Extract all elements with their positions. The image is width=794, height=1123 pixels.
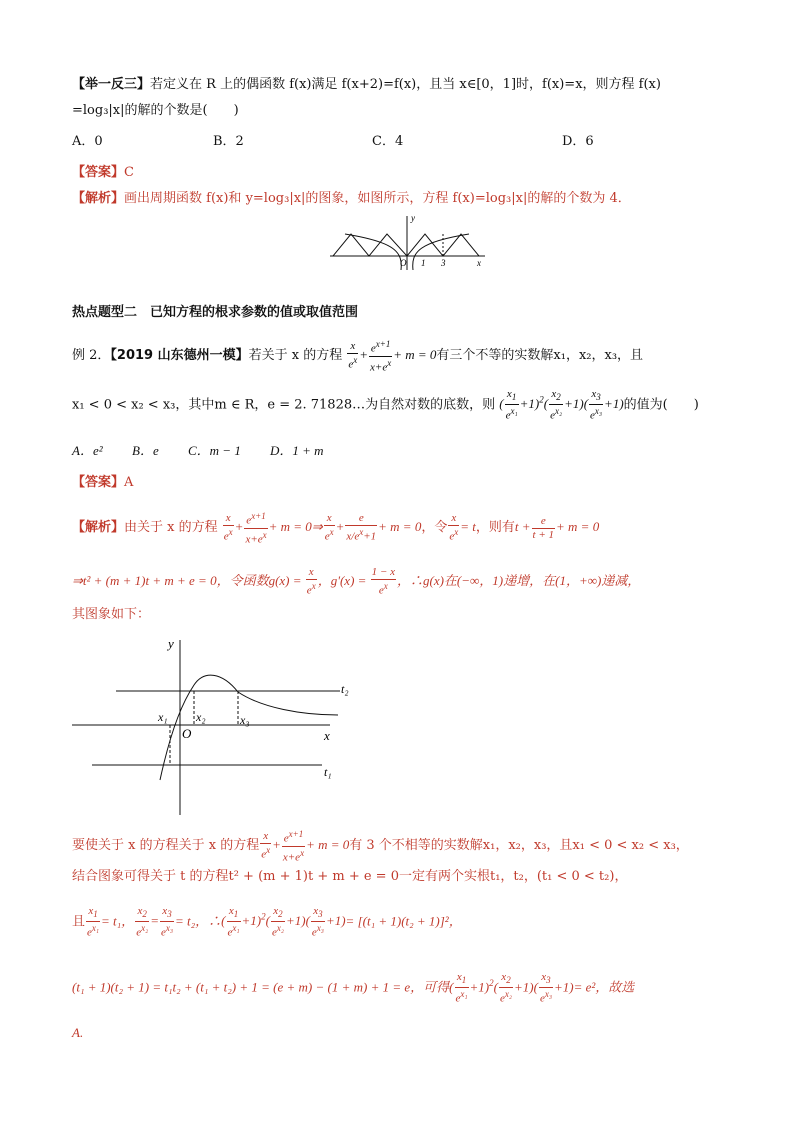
ex2-line2	[72, 385, 732, 423]
ex2-b3a: 且	[72, 914, 86, 930]
q3-origin-label: O	[400, 258, 407, 268]
ex2-answer	[72, 472, 732, 494]
ex2-y-label: y	[168, 636, 174, 651]
q3-answer-value: C	[124, 165, 134, 180]
ex2-b4-line: (t₁ + 1)(t₂ + 1) = t₁t₂ + (t₁ + t₂) + 1 = (e + m) − (1 + m) + 1 = e，可得( $\frac{x_1}{e^{x_1}}$ +1)$^2$( $\frac{x_2}{e^{x_2}}$ +1)( $\frac{x_3}{e^{x_3}}$ +1)= e²，故选	[72, 970, 635, 1005]
ex2-option-c: C．m − 1	[188, 443, 241, 458]
ex2-origin-label: O	[182, 726, 192, 741]
section-title: 热点题型二 已知方程的根求参数的值或取值范围	[72, 305, 359, 320]
ex2-x2-label: x₂	[196, 710, 206, 724]
q3-line2	[72, 100, 732, 122]
ex2-b4b: = e²，故选	[573, 979, 635, 995]
ex2-expression: ( $\frac{x_1}{e^{x_1}}$ +1)$^2$( $\frac{x_2}{e^{x_2}}$ +1)( $\frac{x_3}{e^{x_3}}$ +1)	[499, 387, 624, 422]
ex2-a1-eq: $\frac{x}{e^x}$ + $\frac{e^{x+1}}{x+e^x}$ + m = 0⇒ $\frac{x}{e^x}$ + $\frac{e}{x/e^x+1}$ + m = 0	[223, 511, 422, 546]
ex2-graph	[72, 630, 372, 820]
ex2-t2-label: t₂	[341, 682, 349, 696]
ex2-a2: ⇒t² + (m + 1)t + m + e = 0，令函数g(x) =	[72, 573, 305, 588]
ex2-b3b: = t₁，	[101, 913, 135, 929]
q3-tick-3: 3	[441, 258, 446, 268]
q3-periodic-graph	[325, 212, 495, 272]
q3-tick-1: 1	[421, 258, 426, 268]
ex2-stem1b: 有三个不等的实数解x₁，x₂，x₃，且	[436, 348, 644, 364]
q3-option-d: D．6	[562, 134, 594, 149]
ex2-b4: (t₁ + 1)(t₂ + 1) = t₁t₂ + (t₁ + t₂) + 1 = (e + m) − (1 + m) + 1 = e，可得	[72, 979, 450, 995]
ex2-x3-label: x₃	[240, 713, 250, 727]
q3-analysis	[72, 188, 732, 210]
ex2-equation: $\frac{x}{e^x}$ + $\frac{e^{x+1}}{x+e^x}$ + m = 0	[348, 339, 437, 374]
ex2-analysis-line1	[72, 510, 732, 546]
ex2-stem2: x₁ < 0 < x₂ < x₃，其中m ∈ R，e = 2. 71828…为自然对数的底数，则	[72, 397, 496, 413]
ex2-a1-sub: $\frac{x}{e^x}$ = t	[449, 512, 476, 543]
ex2-stem2b: 的值为( )	[623, 397, 699, 413]
ex2-x1-label: x₁	[158, 710, 168, 724]
ex2-a2b: ，g'(x) =	[317, 573, 370, 588]
q3-log-curve-left	[345, 234, 401, 270]
ex2-answer-value: A	[124, 475, 134, 490]
ex2-analysis-tag: 【解析】	[72, 520, 125, 536]
q3-stem-line2: =log₃|x|的解的个数是( )	[72, 103, 239, 118]
ex2-answer-tag: 【答案】	[72, 475, 125, 490]
ex2-b1: 要使关于 x 的方程关于 x 的方程	[72, 838, 260, 854]
q3-stem-line1: 若定义在 R 上的偶函数 f(x)满足 f(x+2)=f(x)，且当 x∈[0，1]时，f(x)=x，则方程 f(x)	[150, 77, 661, 92]
ex2-t1-label: t₁	[324, 765, 332, 779]
q3-analysis-text: 画出周期函数 f(x)和 y=log₃|x|的图象，如图所示，方程 f(x)=log₃|x|的解的个数为 4．	[124, 191, 631, 206]
ex2-a1-teq: t + $\frac{e}{t + 1}$ + m = 0	[514, 514, 600, 541]
q3-periodic-curve	[333, 234, 479, 256]
q3-answer-tag: 【答案】	[72, 165, 125, 180]
q3-y-label: y	[411, 213, 415, 223]
ex2-a2c: ，∴g(x)在(−∞，1)递增，在(1，+∞)递减，	[396, 573, 641, 588]
ex2-a1: 由关于 x 的方程	[124, 520, 218, 536]
ex2-prefix: 例 2．	[72, 348, 111, 364]
ex2-b3-line: 且 $\frac{x_1}{e^{x_1}}$ = t₁， $\frac{x_2}{e^{x_2}}$ = $\frac{x_3}{e^{x_3}}$ = t₂，∴( $\frac{x_1}{e^{x_1}}$ +1)$^2$( $\frac{x_2}{e^{x_2}}$ +1)( $\frac{x_3}{e^{x_3}}$ +1)= [(t₁ + 1)(t₂ + 1)]²，	[72, 904, 462, 939]
ex2-b3d: = [(t₁ + 1)(t₂ + 1)]²，	[345, 913, 462, 929]
ex2-x-label: x	[324, 728, 330, 743]
ex2-source: 【2019 山东德州一模】	[110, 348, 249, 364]
q3-x-label: x	[477, 258, 481, 268]
q3-line1	[72, 74, 732, 96]
q3-answer	[72, 162, 732, 184]
q3-option-c: C．4	[372, 134, 404, 149]
ex2-a1b: ，令	[421, 520, 448, 536]
ex2-b3c: = t₂，∴	[175, 913, 222, 929]
q3-option-a: A．0	[72, 134, 103, 149]
ex2-b1b: 有 3 个不相等的实数解x₁，x₂，x₃，且x₁ < 0 < x₂ < x₃，	[349, 838, 689, 854]
ex2-option-d: D．1 + m	[270, 443, 324, 458]
ex2-option-b: B．e	[132, 443, 159, 458]
ex2-b2: 结合图象可得关于 t 的方程t² + (m + 1)t + m + e = 0一定有两个实根t₁，t₂，(t₁ < 0 < t₂)，	[72, 869, 628, 884]
ex2-a1c: ，则有	[475, 520, 515, 536]
q3-option-b: B．2	[213, 134, 244, 149]
ex2-analysis-line3: 其图象如下：	[72, 607, 151, 622]
ex2-analysis-line2: ⇒t² + (m + 1)t + m + e = 0，令函数g(x) = $\frac{x}{e^x}$ ，g'(x) = $\frac{1 - x}{e^x}$ ，∴g(x)在(−∞，1)递增，在(1，+∞)递减，	[72, 566, 641, 597]
ex2-line1	[72, 338, 732, 374]
q3-analysis-tag: 【解析】	[72, 191, 125, 206]
ex2-b5: A.	[72, 1025, 84, 1040]
ex2-stem1: 若关于 x 的方程	[248, 348, 343, 364]
q3-tag: 【举一反三】	[72, 77, 151, 92]
ex2-option-a: A．e²	[72, 443, 103, 458]
ex2-b1-line: 要使关于 x 的方程关于 x 的方程 $\frac{x}{e^x}$ + $\frac{e^{x+1}}{x+e^x}$ + m = 0有 3 个不相等的实数解x₁，x₂，x₃，且x₁ < 0 < x₂ < x₃，	[72, 829, 689, 864]
